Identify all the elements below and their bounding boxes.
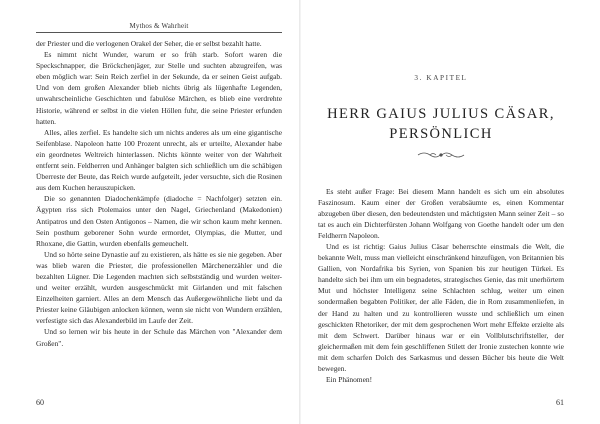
page-number-right: 61: [556, 398, 564, 407]
chapter-title-line: PERSÖNLICH: [389, 126, 493, 142]
paragraph: Alles, alles zerfiel. Es handelte sich um nichts anderes als um eine gigantische Seifenblase. Napoleon hatte 100 Prozent unrecht, als er urteilte, Alexander habe ein geordnetes Weltreich hinterlassen. Nichts könnte weiter von der Wahrheit entfernt sein. Feldherren und Anhänger balgten sich schließlich um die schäbigen Überreste der Beute, das Reich wurde aufgeteilt, jeder versuchte, sich die Rosinen aus dem Kuchen herauszupicken.: [36, 127, 282, 193]
book-gutter: [299, 0, 301, 424]
paragraph: Es nimmt nicht Wunder, warum er so früh starb. Sofort waren die Speckschnapper, die Bröckchenjäger, zur Stelle und suchten abzugreifen, was eben möglich war: Sein Reich zerfiel in der Sekunde, da er seinen Geist aufgab. Und von dem großen Alexander blieb nichts übrig als lügenhafte Legenden, unwahrscheinliche Geschichten und fabulöse Märchen, es blieb eine verdrehte Historie, während er selbst in die vielen Höllen fuhr, die seine Priester erfunden hatten.: [36, 50, 282, 126]
decorative-swirl-ornament-icon: [416, 150, 466, 160]
chapter-title-line: HERR GAIUS JULIUS CÄSAR,: [327, 106, 555, 122]
paragraph: der Priester und die verlogenen Orakel der Seher, die er selbst bezahlt hatte.: [36, 39, 262, 48]
paragraph: Und es ist richtig: Gaius Julius Cäsar beherrschte einstmals die Welt, die bekannte Welt, muss man vielleicht einschränkend hinzufügen, von Britannien bis Gallien, von Nordafrika bis Syrien, von Spanien bis zur heutigen Türkei. Es handelte sich bei ihm um ein begnadetes, strategisches Genie, das mit unerhörtem Mut und höchster Intelligenz seine Schlachten schlug, weiter um einen sondermaßen begabten Politiker, der alle Fäden, die in Rom zusammenliefen, in der Hand zu halten und zu kontrollieren wusste und schließlich um einen geschickten Rhetoriker, der mit dem gesprochenen Wort mehr Effekte erzielte als mit dem Schwert. Darüber hinaus war er ein Vollblutschriftsteller, der gleichermaßen mit dem fein geschliffenen Stilett der Ironie zustechen konnte wie mit dem scharfen Dolch des Sarkasmus und dessen Bücher bis heute die Welt bewegen.: [318, 242, 564, 373]
running-head: Mythos & Wahrheit: [129, 22, 189, 30]
paragraph: Es steht außer Frage: Bei diesem Mann handelt es sich um ein absolutes Faszinosum. Kaum einer der Großen verabsäumte es, einen Kommentar abzugeben über diesen, den bedeutendsten und mächtigsten Mann seiner Zeit – so tat es auch ein Dichterfürsten Johann Wolfgang von Goethe handelt oder um den Feldherrn Napoleon.: [318, 187, 564, 241]
chapter-title: [318, 104, 564, 144]
paragraph: Ein Phänomen!: [326, 374, 373, 384]
right-body-text: [318, 186, 564, 385]
running-head-rule: [36, 32, 282, 33]
paragraph: Und so hörte seine Dynastie auf zu existieren, als hätte es sie nie gegeben. Aber was blieb waren die Priester, die professionellen Märchenerzähler und die bezahlten Lügner. Die Legenden machten sich selbstständig und wurden weiter- und weiter erzählt, wurden ausgeschmückt mit Girlanden und mit falschen Einzelheiten garniert. Alles an dem Mensch das Außergewöhnliche liebt und da Priester keine Gläubigen anlocken können, wenn sie nicht von Wundern erzählen, verfestigte sich das Alexanderbild im Laufe der Zeit.: [36, 249, 282, 326]
page-number-left: 60: [36, 398, 44, 407]
left-body-text: [36, 38, 282, 349]
paragraph: Und so lernen wir bis heute in der Schule das Märchen von "Alexander dem Großen".: [36, 327, 282, 348]
chapter-label: 3. KAPITEL: [414, 74, 468, 82]
paragraph: Die so genannten Diadochenkämpfe (diadoche = Nachfolger) setzten ein. Ägypten riss sich Ptolemaios unter den Nagel, Griechenland (Makedonien) Antipatros und den Osten Antigonos – Namen, die wir schon kaum mehr kennen. Sein posthum geborener Sohn wurde ermordet, Olympias, die Mutter, und Rhoxane, die Gattin, wurden ebenfalls gemeuchelt.: [36, 194, 282, 248]
